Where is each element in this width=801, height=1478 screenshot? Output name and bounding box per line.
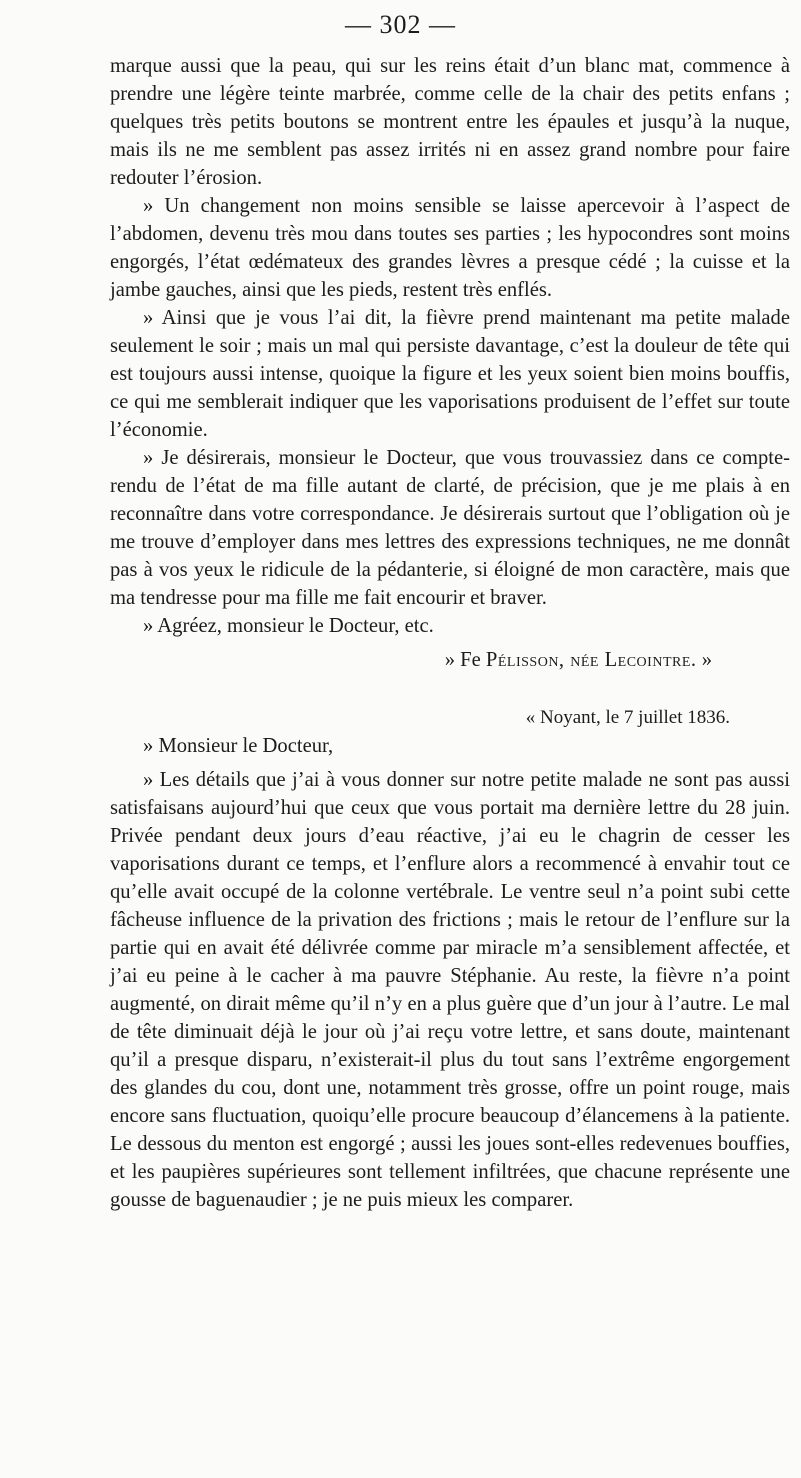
paragraph-abdomen: » Un changement non moins sensible se laisse apercevoir à l’aspect de l’abdomen, devenu très mou dans toutes ses parties ; les hypocondres sont moins engorgés, l’état œdémateux des grandes lèvres a presque cédé ; la cuisse et la jambe gauches, ainsi que les pieds, restent très enflés.	[110, 195, 790, 301]
salutation: » Monsieur le Docteur,	[143, 735, 334, 757]
page-number: — 302 —	[345, 10, 456, 39]
body-text	[110, 52, 790, 1214]
paragraph-closing: » Agréez, monsieur le Docteur, etc.	[143, 615, 434, 637]
paragraph-fever: » Ainsi que je vous l’ai dit, la fièvre prend maintenant ma petite malade seulement le soir ; mais un mal qui persiste davantage, c’est la douleur de tête qui est toujours aussi intense, quoique la figure et les yeux soient bien moins bouffis, ce qui me semblerait indiquer que les vaporisations produisent de l’effet sur toute l’économie.	[110, 307, 790, 441]
paragraph-clarity: » Je désirerais, monsieur le Docteur, que vous trouvassiez dans ce compte-rendu de l’état de ma fille autant de clarté, de précision, que je me plais à en reconnaître dans votre correspondance. Je désirerais surtout que l’obligation où je me trouve d’employer dans mes lettres des expressions techniques, ne me donnât pas à vos yeux le ridicule de la pédanterie, si éloigné de mon caractère, mais que ma tendresse pour ma fille me fait encourir et braver.	[110, 447, 790, 609]
paragraph-continuation: marque aussi que la peau, qui sur les reins était d’un blanc mat, commence à prendre une légère teinte marbrée, comme celle de la chair des petits enfans ; quelques très petits boutons se montrent entre les épaules et jusqu’à la nuque, mais ils ne me semblent pas assez irrités ni en assez grand nombre pour faire redouter l’érosion.	[110, 55, 790, 189]
signature-suffix: »	[696, 649, 712, 671]
signature-name: Pélisson, née Lecointre.	[485, 649, 697, 671]
paragraph-second-letter: » Les détails que j’ai à vous donner sur notre petite malade ne sont pas aussi satisfaisans aujourd’hui que ceux que vous portait ma dernière lettre du 28 juin. Privée pendant deux jours d’eau réactive, j’ai eu le chagrin de cesser les vaporisations durant ce temps, et l’enflure alors a recommencé à envahir tout ce qu’elle avait occupé de la colonne vertébrale. Le ventre seul n’a point subi cette fâcheuse influence de la privation des frictions ; mais le retour de l’enflure sur la partie qui en avait été délivrée comme par miracle m’a sensiblement affectée, et j’ai eu peine à le cacher à ma pauvre Stéphanie. Au reste, la fièvre n’a point augmenté, on dirait même qu’il n’y en a plus guère que d’un jour à l’autre. Le mal de tête diminuait déjà le jour où j’ai reçu votre lettre, et sans doute, maintenant qu’il a presque disparu, n’existerait-il plus du tout sans l’extrême engorgement des glandes du cou, dont une, notamment très grosse, offre un point rouge, mais encore sans fluctuation, quoiqu’elle procure beaucoup d’élancemens à la patiente. Le dessous du menton est engorgé ; aussi les joues sont-elles redevenues bouffies, et les paupières supérieures sont tellement infiltrées, que chacune représente une gousse de baguenaudier ; je ne puis mieux les comparer.	[110, 769, 790, 1211]
signature-line	[110, 646, 790, 674]
signature-prefix: » Fe	[444, 649, 486, 671]
dateline: « Noyant, le 7 juillet 1836.	[525, 707, 730, 728]
